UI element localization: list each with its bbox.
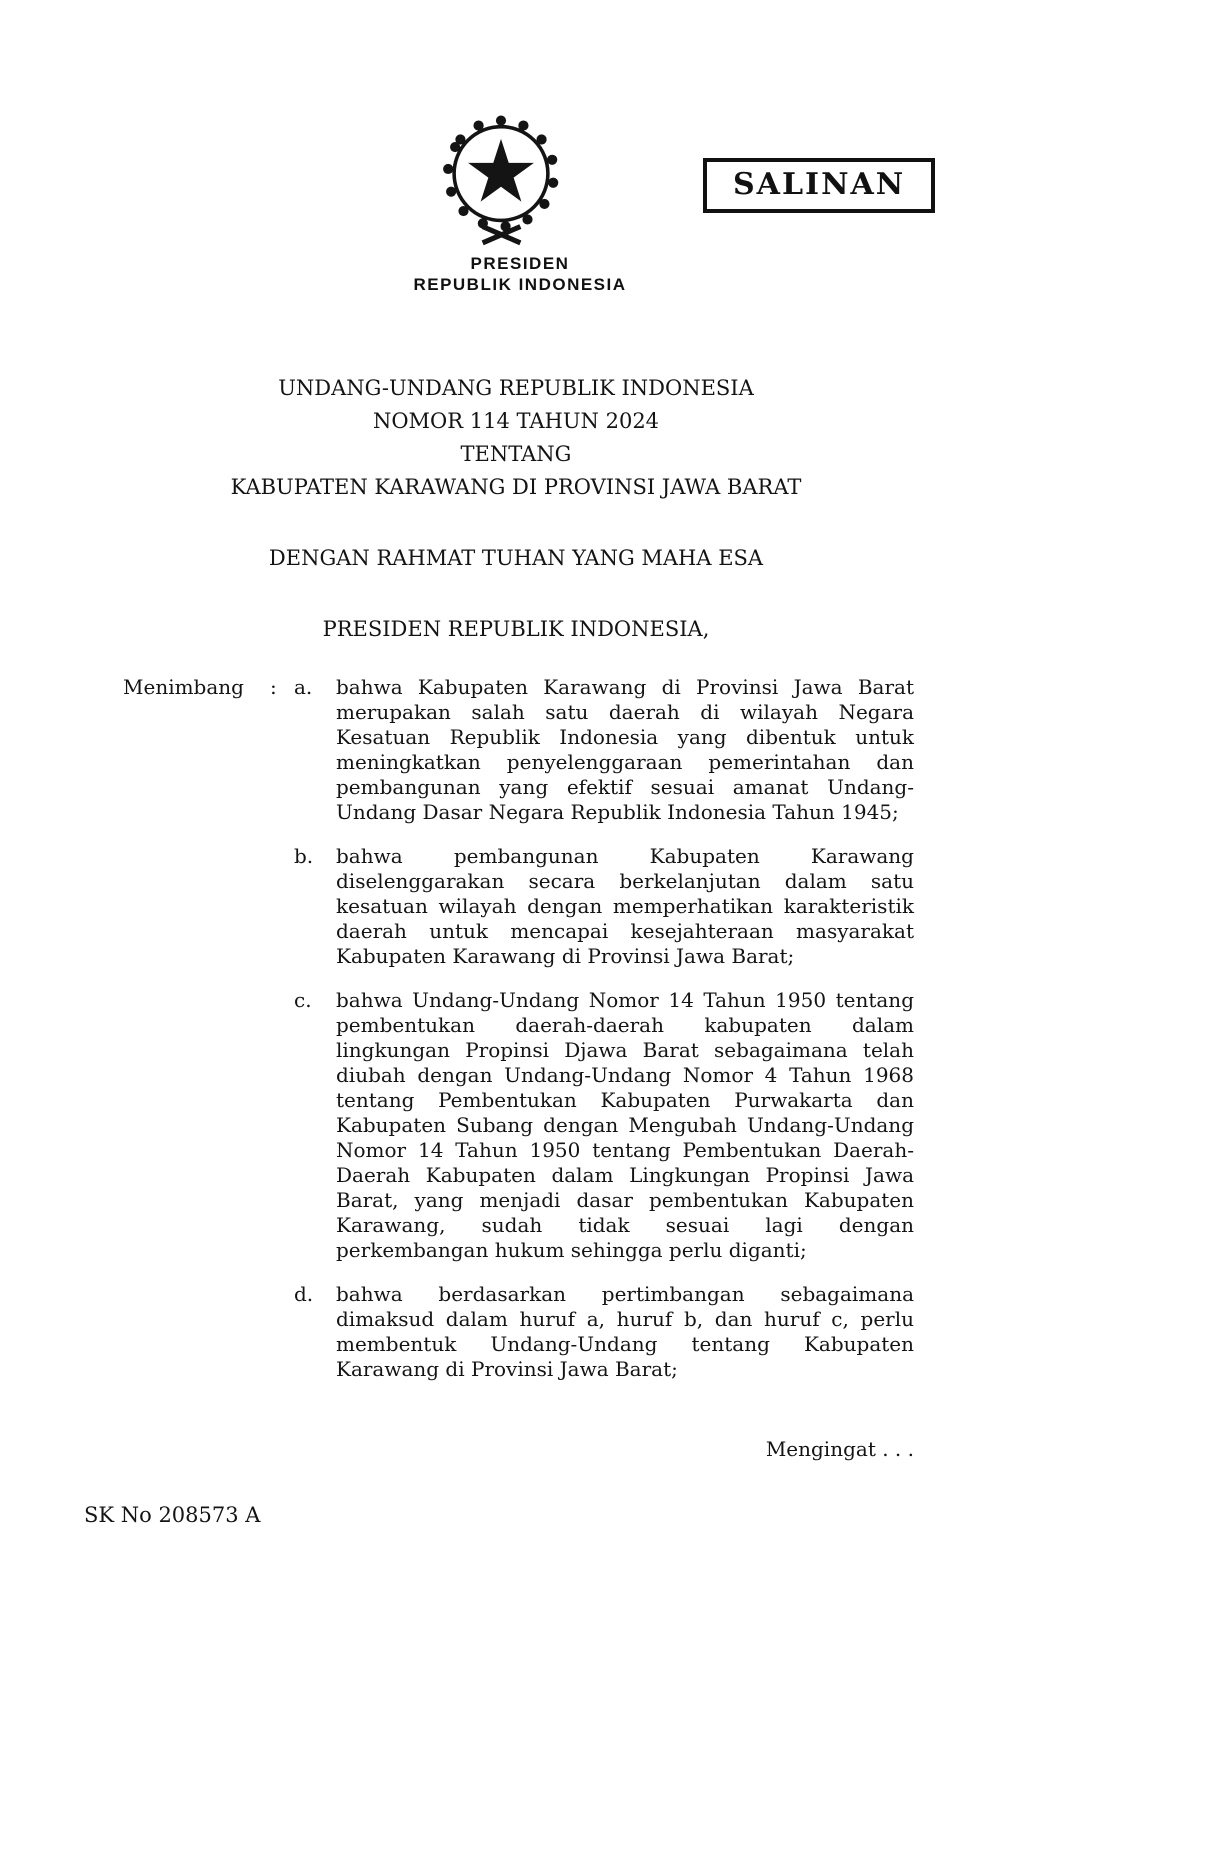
salinan-stamp: SALINAN	[703, 158, 935, 213]
consideration-letter: a.	[294, 675, 313, 699]
title-line-1: UNDANG-UNDANG REPUBLIK INDONESIA	[278, 376, 754, 400]
consideration-letter: b.	[294, 844, 314, 868]
title-line-3: TENTANG	[460, 442, 572, 466]
menimbang-section	[123, 675, 914, 1382]
title-line-4: KABUPATEN KARAWANG DI PROVINSI JAWA BARAT	[230, 475, 802, 499]
consideration-item-c	[294, 988, 914, 1263]
letterhead-republik-indonesia: REPUBLIK INDONESIA	[413, 275, 627, 294]
letterhead-presiden: PRESIDEN	[470, 254, 570, 273]
sk-number: SK No 208573 A	[84, 1503, 261, 1527]
menimbang-items	[294, 675, 914, 1382]
consideration-item-a	[294, 675, 914, 825]
document-body	[123, 675, 914, 1462]
consideration-text: bahwa Undang-Undang Nomor 14 Tahun 1950 tentang pembentukan daerah-daerah kabupaten dalam lingkungan Propinsi Djawa Barat sebagaimana telah diubah dengan Undang-Undang Nomor 4 Tahun 1968 tentang Pembentukan Kabupaten Purwakarta dan Kabupaten Subang dengan Mengubah Undang-Undang Nomor 14 Tahun 1950 tentang Pembentukan Daerah-Daerah Kabupaten dalam Lingkungan Propinsi Jawa Barat, yang menjadi dasar pembentukan Kabupaten Karawang, sudah tidak sesuai lagi dengan perkembangan hukum sehingga perlu diganti;	[336, 988, 914, 1262]
consideration-letter: d.	[294, 1282, 314, 1306]
consideration-item-d	[294, 1282, 914, 1382]
presidential-seal-icon	[434, 92, 568, 250]
menimbang-label: Menimbang	[123, 675, 244, 699]
document-title-block	[156, 372, 876, 646]
page-continuation-marker: Mengingat . . .	[765, 1437, 914, 1461]
letterhead	[320, 253, 720, 295]
consideration-text: bahwa Kabupaten Karawang di Provinsi Jawa Barat merupakan salah satu daerah di wilayah Negara Kesatuan Republik Indonesia yang dibentuk untuk meningkatkan penyelenggaraan pemerintahan dan pembangunan yang efektif sesuai amanat Undang-Undang Dasar Negara Republik Indonesia Tahun 1945;	[336, 675, 914, 824]
consideration-text: bahwa berdasarkan pertimbangan sebagaimana dimaksud dalam huruf a, huruf b, dan huruf c, perlu membentuk Undang-Undang tentang Kabupaten Karawang di Provinsi Jawa Barat;	[336, 1282, 914, 1381]
consideration-letter: c.	[294, 988, 312, 1012]
title-authority: PRESIDEN REPUBLIK INDONESIA,	[322, 617, 710, 641]
consideration-item-b	[294, 844, 914, 969]
menimbang-colon: :	[270, 675, 277, 699]
title-line-2: NOMOR 114 TAHUN 2024	[372, 409, 660, 433]
title-invocation: DENGAN RAHMAT TUHAN YANG MAHA ESA	[268, 546, 764, 570]
consideration-text: bahwa pembangunan Kabupaten Karawang diselenggarakan secara berkelanjutan dalam satu kesatuan wilayah dengan memperhatikan karakteristik daerah untuk mencapai kesejahteraan masyarakat Kabupaten Karawang di Provinsi Jawa Barat;	[336, 844, 914, 968]
